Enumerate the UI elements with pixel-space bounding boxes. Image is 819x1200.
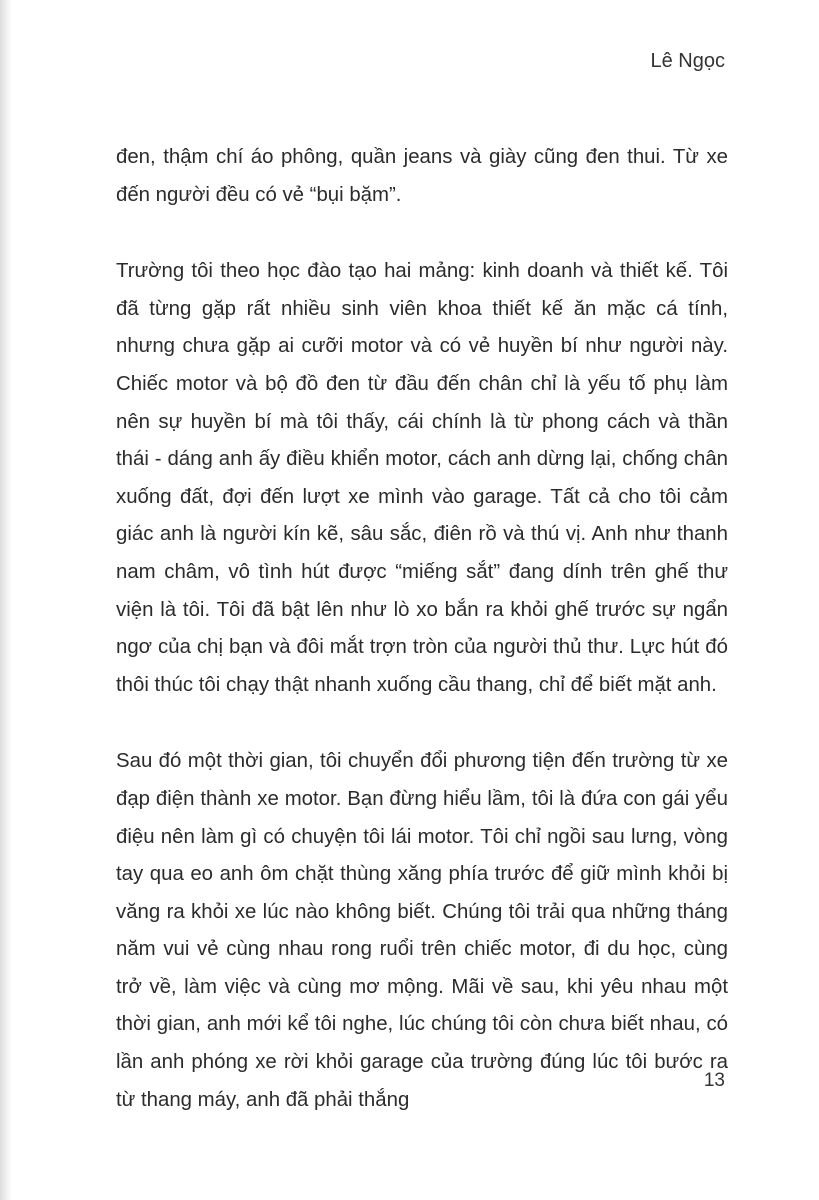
page-number: 13 bbox=[703, 1070, 725, 1091]
paragraph-1: đen, thậm chí áo phông, quần jeans và giày cũng đen thui. Từ xe đến người đều có vẻ “bụi bặm”. bbox=[116, 146, 728, 206]
running-head-author: Lê Ngọc bbox=[650, 50, 725, 72]
page-gutter-shadow bbox=[0, 0, 12, 1200]
paragraph-2: Trường tôi theo học đào tạo hai mảng: kinh doanh và thiết kế. Tôi đã từng gặp rất nhiều sinh viên khoa thiết kế ăn mặc cá tính, nhưng chưa gặp ai cưỡi motor và có vẻ huyền bí như người này. Chiếc motor và bộ đồ đen từ đầu đến chân chỉ là yếu tố phụ làm nên sự huyền bí mà tôi thấy, cái chính là từ phong cách và thần thái - dáng anh ấy điều khiển motor, cách anh dừng lại, chống chân xuống đất, đợi đến lượt xe mình vào garage. Tất cả cho tôi cảm giác anh là người kín kẽ, sâu sắc, điên rồ và thú vị. Anh như thanh nam châm, vô tình hút được “miếng sắt” đang dính trên ghế thư viện là tôi. Tôi đã bật lên như lò xo bắn ra khỏi ghế trước sự ngẩn ngơ của chị bạn và đôi mắt trợn tròn của người thủ thư. Lực hút đó thôi thúc tôi chạy thật nhanh xuống cầu thang, chỉ để biết mặt anh. bbox=[116, 260, 728, 696]
body-text bbox=[116, 139, 728, 1119]
paragraph-3: Sau đó một thời gian, tôi chuyển đổi phương tiện đến trường từ xe đạp điện thành xe motor. Bạn đừng hiểu lầm, tôi là đứa con gái yểu điệu nên làm gì có chuyện tôi lái motor. Tôi chỉ ngồi sau lưng, vòng tay qua eo anh ôm chặt thùng xăng phía trước để giữ mình khỏi bị văng ra khỏi xe lúc nào không biết. Chúng tôi trải qua những tháng năm vui vẻ cùng nhau rong ruổi trên chiếc motor, đi du học, cùng trở về, làm việc và cùng mơ mộng. Mãi về sau, khi yêu nhau một thời gian, anh mới kể tôi nghe, lúc chúng tôi còn chưa biết nhau, có lần anh phóng xe rời khỏi garage của trường đúng lúc tôi bước ra từ thang máy, anh đã phải thắng bbox=[116, 750, 728, 1111]
